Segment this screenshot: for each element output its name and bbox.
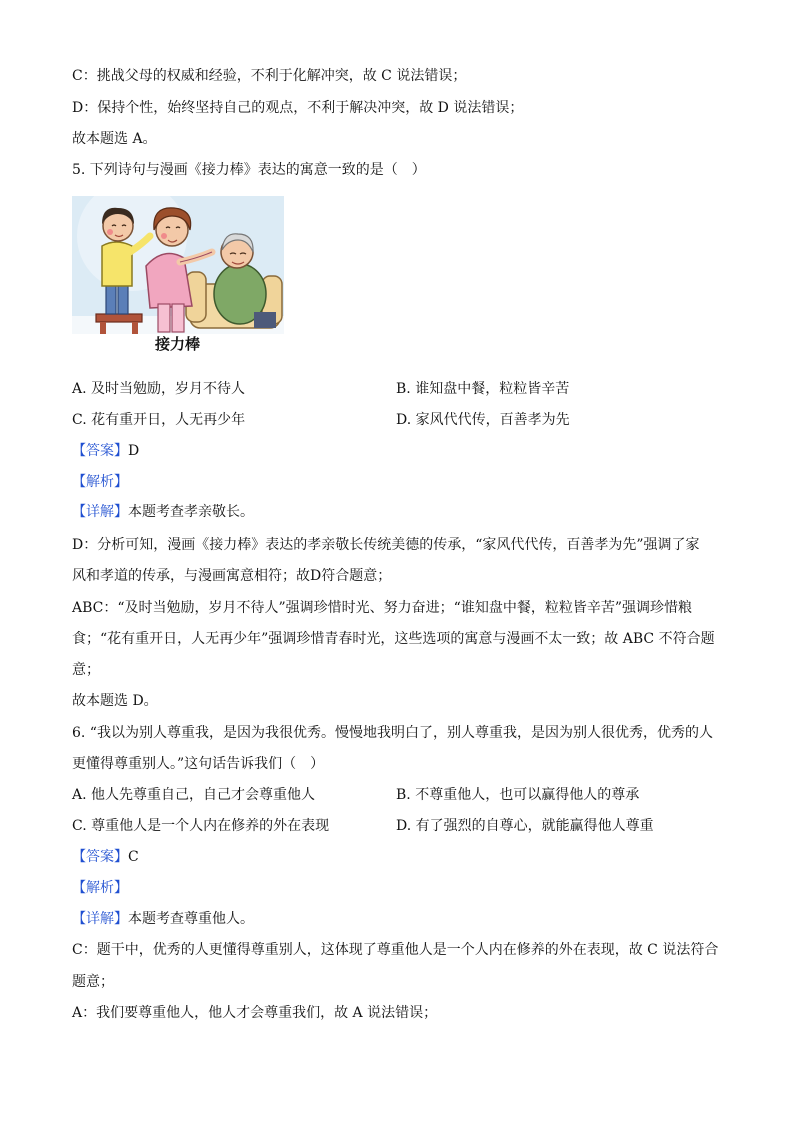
text-line: 故本题选 A。 xyxy=(72,131,157,147)
analysis-tag: 【解析】 xyxy=(72,474,128,490)
detail-text: 本题考查孝亲敬长。 xyxy=(128,504,254,520)
cartoon-caption: 接力棒 xyxy=(155,335,201,353)
explanation-line: 意； xyxy=(72,662,100,678)
text-line: C：挑战父母的权威和经验，不利于化解冲突，故 C 说法错误； xyxy=(72,68,467,84)
conclusion-line: 故本题选 D。 xyxy=(72,693,158,709)
analysis-tag: 【解析】 xyxy=(72,880,128,896)
detail-text: 本题考查尊重他人。 xyxy=(128,911,254,927)
answer-line xyxy=(72,441,139,461)
explanation-line: 题意； xyxy=(72,974,114,990)
explanation-line: D：分析可知，漫画《接力棒》表达的孝亲敬长传统美德的传承，“家风代代传，百善孝为先”强调了家 xyxy=(72,537,700,553)
explanation-line: 食；“花有重开日，人无再少年”强调珍惜青春时光，这些选项的寓意与漫画不太一致；故 ABC 不符合题 xyxy=(72,631,715,647)
option-b: B. 谁知盘中餐，粒粒皆辛苦 xyxy=(396,381,570,397)
relay-baton-cartoon xyxy=(72,196,284,334)
answer-tag: 【答案】 xyxy=(72,443,128,459)
option-d: D. 家风代代传，百善孝为先 xyxy=(396,412,570,428)
detail-tag: 【详解】 xyxy=(72,911,128,927)
answer-value: C xyxy=(128,849,139,865)
option-a: A. 他人先尊重自己，自己才会尊重他人 xyxy=(72,787,316,803)
text-line: D：保持个性，始终坚持自己的观点，不利于解决冲突，故 D 说法错误； xyxy=(72,100,524,116)
cartoon-illustration xyxy=(72,196,284,334)
explanation-line: C：题干中，优秀的人更懂得尊重别人，这体现了尊重他人是一个人内在修养的外在表现，故 C 说法符合 xyxy=(72,942,719,958)
option-c: C. 花有重开日，人无再少年 xyxy=(72,412,246,428)
explanation-line: A：我们要尊重他人，他人才会尊重我们，故 A 说法错误； xyxy=(72,1005,438,1021)
question-5-stem: 5. 下列诗句与漫画《接力棒》表达的寓意一致的是（ ） xyxy=(72,162,426,178)
detail-line xyxy=(72,909,254,929)
option-c: C. 尊重他人是一个人内在修养的外在表现 xyxy=(72,818,330,834)
option-a: A. 及时当勉励，岁月不待人 xyxy=(72,381,246,397)
answer-line xyxy=(72,847,139,867)
explanation-line: ABC：“及时当勉励，岁月不待人”强调珍惜时光、努力奋进；“谁知盘中餐，粒粒皆辛苦”强调珍惜粮 xyxy=(72,600,692,616)
answer-tag: 【答案】 xyxy=(72,849,128,865)
explanation-line: 风和孝道的传承，与漫画寓意相符；故D符合题意； xyxy=(72,568,392,584)
option-d: D. 有了强烈的自尊心，就能赢得他人尊重 xyxy=(396,818,654,834)
question-6-stem: 更懂得尊重别人。”这句话告诉我们（ ） xyxy=(72,756,325,772)
question-6-stem: 6. “我以为别人尊重我，是因为我很优秀。慢慢地我明白了，别人尊重我，是因为别人很优秀，优秀的人 xyxy=(72,725,713,741)
detail-line xyxy=(72,502,254,522)
answer-value: D xyxy=(128,443,140,459)
detail-tag: 【详解】 xyxy=(72,504,128,520)
option-b: B. 不尊重他人，也可以赢得他人的尊承 xyxy=(396,787,640,803)
